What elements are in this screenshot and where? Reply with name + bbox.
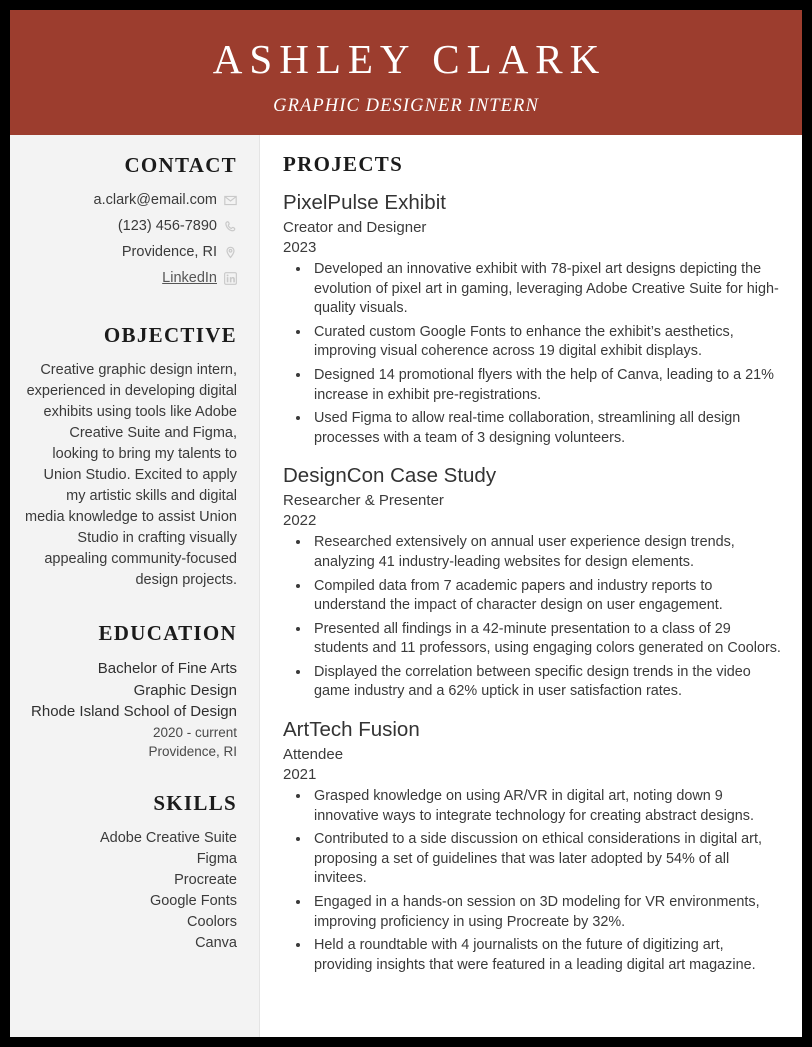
project-year: 2022: [283, 512, 317, 530]
contact-heading: CONTACT: [124, 153, 237, 177]
map-pin-icon: [224, 246, 237, 259]
education-line: Rhode Island School of Design: [31, 703, 237, 721]
project-role: Attendee: [283, 745, 344, 763]
education-line: Bachelor of Fine Arts: [97, 660, 237, 678]
contact-section: [24, 153, 237, 289]
projects-list: [283, 191, 782, 975]
project-bullet: • Grasped knowledge on using AR/VR in digital art, noting down 9 innovative ways to integrate technology for creating abstract designs.: [311, 787, 782, 826]
project-role: Researcher & Presenter: [283, 491, 444, 509]
main-content: [260, 135, 802, 1037]
project-bullet-list: [283, 787, 782, 975]
skill-item: Coolors: [187, 914, 237, 931]
resume-body: [10, 135, 802, 1037]
project-bullet: • Held a roundtable with 4 journalists on the future of digitizing art, providing insights that were featured in a leading digital art magazine.: [311, 936, 782, 975]
contact-item[interactable]: [24, 268, 237, 289]
contact-item-label: (123) 456-7890: [117, 218, 217, 235]
skill-item: Canva: [195, 935, 237, 952]
skill-item: Adobe Creative Suite: [99, 830, 237, 847]
project-bullet: • Compiled data from 7 academic papers and industry reports to understand the impact of character design on user engagement.: [311, 577, 782, 616]
project-bullet: • Contributed to a side discussion on ethical considerations in digital art, proposing a set of guidelines that was later adopted by 54% of all invitees.: [311, 830, 782, 889]
objective-heading: OBJECTIVE: [103, 323, 237, 348]
contact-item-label[interactable]: LinkedIn: [162, 270, 217, 287]
project-bullet: • Developed an innovative exhibit with 78-pixel art designs depicting the evolution of pixel art in gaming, leveraging Adobe Creative Suite for high-quality visuals.: [311, 260, 782, 319]
job-title: GRAPHIC DESIGNER INTERN: [273, 96, 539, 117]
project-role: Creator and Designer: [283, 218, 427, 236]
education-line: Providence, RI: [148, 743, 237, 759]
contact-item-label: Providence, RI: [121, 244, 217, 261]
education-heading: EDUCATION: [98, 621, 237, 646]
sidebar: [10, 135, 260, 1037]
contact-list: [24, 190, 237, 289]
skills-list: [24, 828, 237, 954]
project-bullet: • Presented all findings in a 42-minute presentation to a class of 29 students and 11 professors, using engaging colors generated on Coolors.: [311, 620, 782, 659]
skills-heading: SKILLS: [153, 791, 237, 816]
envelope-icon: [224, 194, 237, 207]
project-bullet-list: [283, 533, 782, 702]
project-bullet: • Used Figma to allow real-time collaboration, streamlining all design processes with a team of 3 designing volunteers.: [311, 409, 782, 448]
resume-page: [10, 10, 802, 1037]
objective-text: Creative graphic design intern, experienced in developing digital exhibits using tools like Adobe Creative Suite and Figma, looking to bring my talents to Union Studio. Excited to apply my artistic skills and digital media knowledge to assist Union Studio in crafting visually appealing community-focused design projects.: [25, 362, 237, 589]
project-bullet: • Engaged in a hands-on session on 3D modeling for VR environments, improving proficiency in using Procreate by 32%.: [311, 893, 782, 932]
project-year: 2023: [283, 238, 317, 256]
skill-item: Google Fonts: [149, 893, 237, 910]
education-section: [24, 621, 237, 761]
projects-heading: PROJECTS: [283, 152, 404, 176]
project-bullet: • Displayed the correlation between specific design trends in the video game industry and a 62% uptick in user satisfaction rates.: [311, 663, 782, 702]
project-entry: [283, 718, 782, 975]
education-line: Graphic Design: [133, 681, 237, 699]
objective-section: [24, 323, 237, 591]
skills-section: [24, 791, 237, 954]
education-line: 2020 - current: [152, 724, 237, 740]
skill-item: Figma: [196, 851, 237, 868]
page-title: ASHLEY CLARK: [212, 36, 607, 82]
contact-item: [24, 190, 237, 211]
skill-item: Procreate: [174, 872, 237, 889]
project-year: 2021: [283, 765, 317, 783]
resume-header: [10, 10, 802, 135]
linkedin-icon[interactable]: [224, 272, 237, 285]
contact-item: [24, 216, 237, 237]
project-bullet-list: [283, 260, 782, 448]
project-entry: [283, 191, 782, 448]
project-bullet: • Curated custom Google Fonts to enhance the exhibit’s aesthetics, improving visual coherence across 19 digital exhibit displays.: [311, 323, 782, 362]
project-bullet: • Designed 14 promotional flyers with the help of Canva, leading to a 21% increase in exhibit pre-registrations.: [311, 366, 782, 405]
project-title: DesignCon Case Study: [283, 464, 497, 488]
education-list: [24, 658, 237, 761]
phone-icon: [224, 220, 237, 233]
project-bullet: • Researched extensively on annual user experience design trends, analyzing 41 industry-leading websites for design elements.: [311, 533, 782, 572]
project-title: PixelPulse Exhibit: [283, 191, 446, 214]
project-entry: [283, 464, 782, 702]
contact-item: [24, 242, 237, 263]
project-title: ArtTech Fusion: [283, 718, 420, 742]
contact-item-label: a.clark@email.com: [93, 192, 217, 208]
